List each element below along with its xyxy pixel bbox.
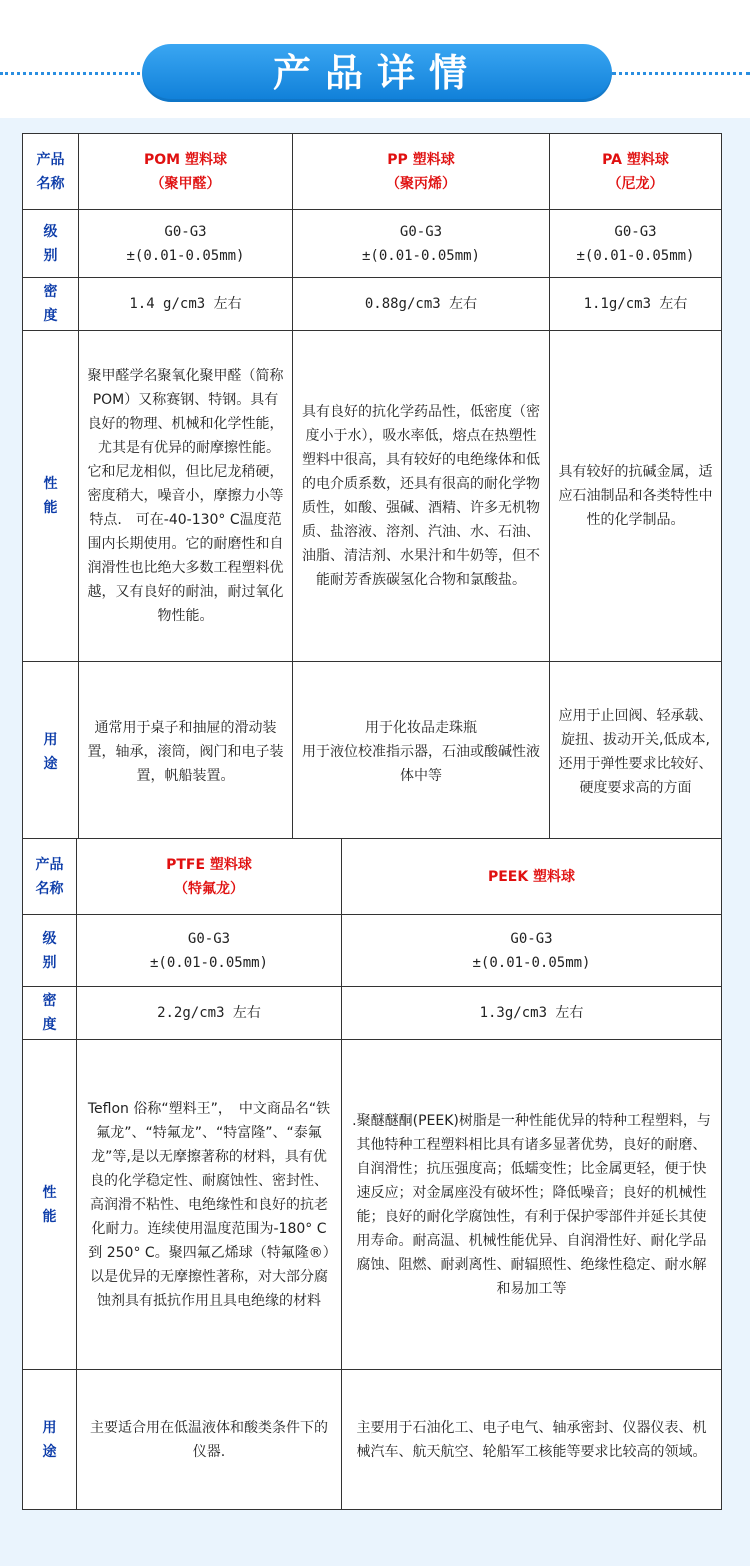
table-row-performance bbox=[23, 331, 722, 662]
row-label-usage: 用 途 bbox=[23, 662, 79, 843]
table-row-grade bbox=[23, 210, 722, 278]
performance-pa: 具有较好的抗碱金属，适应石油制品和各类特性中性的化学制品。 bbox=[550, 331, 722, 662]
grade-pom: G0-G3 ±(0.01-0.05mm) bbox=[79, 210, 293, 278]
row-label-performance: 性 能 bbox=[23, 1040, 77, 1370]
product-name-pa: PA 塑料球 （尼龙） bbox=[550, 134, 722, 210]
grade-pa: G0-G3 ±(0.01-0.05mm) bbox=[550, 210, 722, 278]
density-ptfe: 2.2g/cm3 左右 bbox=[77, 987, 342, 1040]
table-row-performance bbox=[23, 1040, 722, 1370]
usage-peek: 主要用于石油化工、电子电气、轴承密封、仪器仪表、机械汽车、航天航空、轮船军工核能等要求比较高的领域。 bbox=[342, 1370, 722, 1510]
row-label-name: 产品 名称 bbox=[23, 134, 79, 210]
density-peek: 1.3g/cm3 左右 bbox=[342, 987, 722, 1040]
spec-table-1 bbox=[22, 133, 722, 843]
grade-pp: G0-G3 ±(0.01-0.05mm) bbox=[293, 210, 550, 278]
performance-ptfe: Teflon 俗称“塑料王”， 中文商品名“铁氟龙”、“特氟龙”、“特富隆”、“泰氟龙”等,是以无摩擦著称的材料，具有优良的化学稳定性、耐腐蚀性、密封性、高润滑不粘性、电绝缘性和良好的抗老化耐力。连续使用温度范围为-180° C 到 250° C。聚四氟乙烯球（特氟隆®）以是优异的无摩擦性著称，对大部分腐蚀剂具有抵抗作用且具电绝缘的材料 bbox=[77, 1040, 342, 1370]
usage-ptfe: 主要适合用在低温液体和酸类条件下的仪器. bbox=[77, 1370, 342, 1510]
dotted-divider-left bbox=[0, 72, 140, 75]
usage-pp: 用于化妆品走珠瓶 用于液位校准指示器，石油或酸碱性液体中等 bbox=[293, 662, 550, 843]
table-row-density bbox=[23, 278, 722, 331]
product-name-pom: POM 塑料球 （聚甲醛） bbox=[79, 134, 293, 210]
page-title: 产品详情 bbox=[142, 44, 612, 102]
table-row-name bbox=[23, 839, 722, 915]
row-label-density: 密 度 bbox=[23, 987, 77, 1040]
row-label-grade: 级 别 bbox=[23, 915, 77, 987]
product-name-peek: PEEK 塑料球 bbox=[342, 839, 722, 915]
table-row-density bbox=[23, 987, 722, 1040]
dotted-divider-right bbox=[612, 72, 750, 75]
product-name-pp: PP 塑料球 （聚丙烯） bbox=[293, 134, 550, 210]
performance-pom: 聚甲醛学名聚氧化聚甲醛（简称POM）又称赛钢、特钢。具有良好的物理、机械和化学性能，尤其是有优异的耐摩擦性能。 它和尼龙相似，但比尼龙稍硬，密度稍大，噪音小，摩擦力小等特点. 可在-40-130° C温度范围内长期使用。它的耐磨性和自润滑性也比绝大多数工程塑料优越，又有良好的耐油，耐过氧化物性能。 bbox=[79, 331, 293, 662]
row-label-usage: 用 途 bbox=[23, 1370, 77, 1510]
row-label-density: 密 度 bbox=[23, 278, 79, 331]
table-row-usage bbox=[23, 662, 722, 843]
table-row-name bbox=[23, 134, 722, 210]
header-band bbox=[0, 0, 750, 118]
density-pa: 1.1g/cm3 左右 bbox=[550, 278, 722, 331]
spec-table-2 bbox=[22, 838, 722, 1510]
performance-pp: 具有良好的抗化学药品性，低密度（密度小于水），吸水率低，熔点在热塑性塑料中很高，具有较好的电绝缘体和低的电介质系数，还具有很高的耐化学物质性，如酸、强碱、酒精、许多无机物质、盐溶液、溶剂、汽油、水、石油、油脂、清洁剂、水果汁和牛奶等，但不能耐芳香族碳氢化合物和氯酸盐。 bbox=[293, 331, 550, 662]
table-row-grade bbox=[23, 915, 722, 987]
table-row-usage bbox=[23, 1370, 722, 1510]
row-label-grade: 级 别 bbox=[23, 210, 79, 278]
performance-peek: .聚醚醚酮(PEEK)树脂是一种性能优异的特种工程塑料，与其他特种工程塑料相比具有诸多显著优势，良好的耐磨、自润滑性；抗压强度高；低蠕变性；比金属更轻，便于快速反应；对金属座没有破坏性；降低噪音；良好的机械性能；良好的耐化学腐蚀性，有利于保护零部件并延长其使用寿命。耐高温、机械性能优异、自润滑性好、耐化学品腐蚀、阻燃、耐剥离性、耐辐照性、绝缘性稳定、耐水解和易加工等 bbox=[342, 1040, 722, 1370]
grade-ptfe: G0-G3 ±(0.01-0.05mm) bbox=[77, 915, 342, 987]
density-pom: 1.4 g/cm3 左右 bbox=[79, 278, 293, 331]
row-label-performance: 性 能 bbox=[23, 331, 79, 662]
usage-pom: 通常用于桌子和抽屉的滑动装置，轴承，滚筒，阀门和电子装置，帆船装置。 bbox=[79, 662, 293, 843]
usage-pa: 应用于止回阀、轻承载、旋扭、拔动开关,低成本,还用于弹性要求比较好、硬度要求高的方面 bbox=[550, 662, 722, 843]
grade-peek: G0-G3 ±(0.01-0.05mm) bbox=[342, 915, 722, 987]
row-label-name: 产品 名称 bbox=[23, 839, 77, 915]
product-name-ptfe: PTFE 塑料球 （特氟龙） bbox=[77, 839, 342, 915]
density-pp: 0.88g/cm3 左右 bbox=[293, 278, 550, 331]
